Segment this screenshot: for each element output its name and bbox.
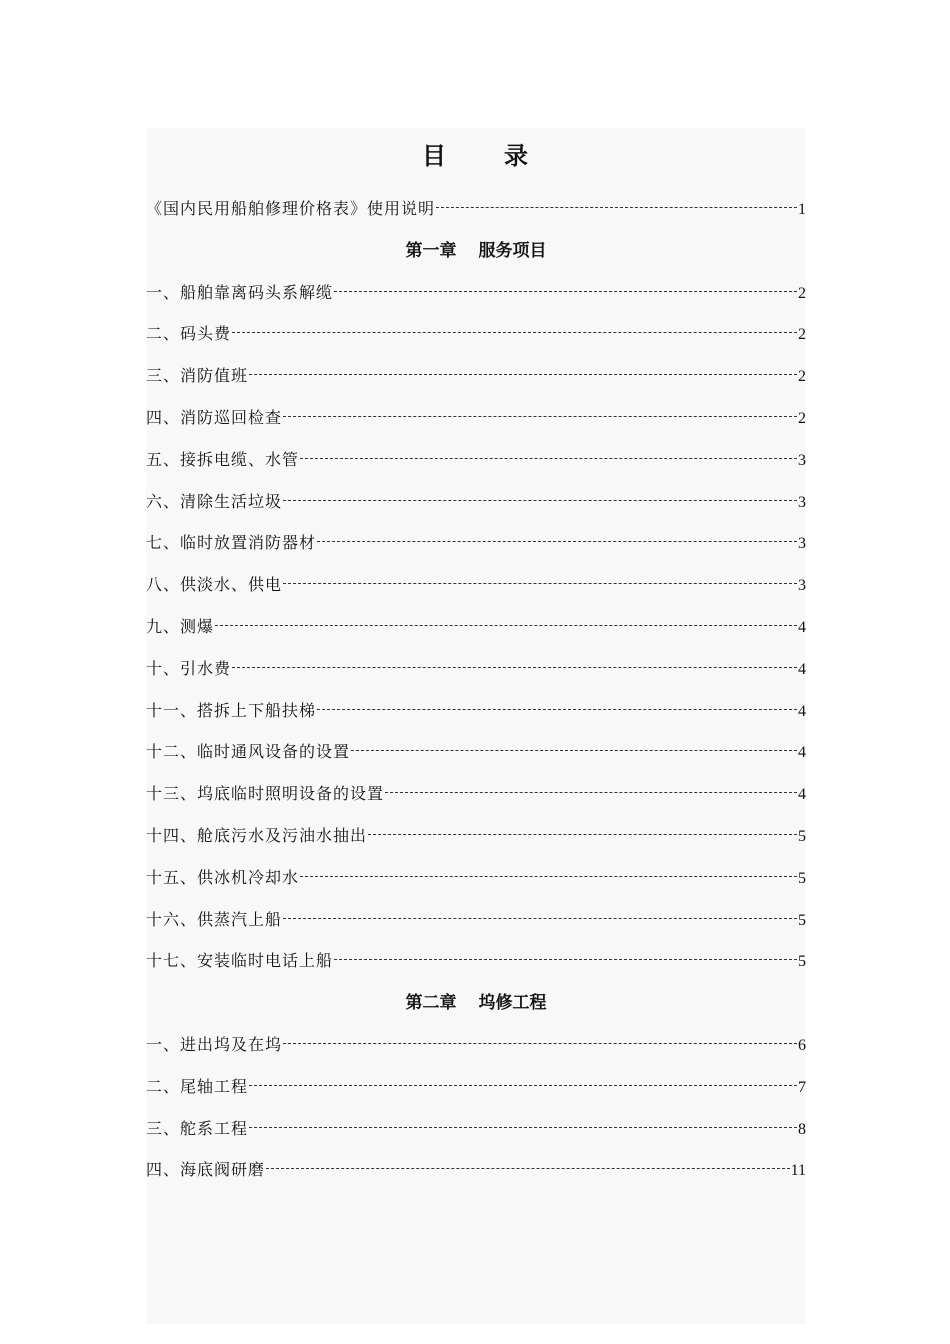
toc-entry-line — [146, 700, 806, 723]
dash-leader — [232, 332, 797, 333]
toc-chapter-heading — [146, 984, 806, 1026]
toc-entry-page-number: 8 — [798, 1120, 806, 1138]
toc-entry-page-number: 6 — [798, 1036, 806, 1054]
toc-entry — [146, 775, 806, 817]
toc-entry — [146, 315, 806, 357]
toc-entry-line — [146, 658, 806, 681]
toc-entry-page-number: 5 — [798, 911, 806, 929]
chapter-heading — [146, 992, 806, 1014]
dash-leader — [300, 876, 797, 877]
chapter-number: 第二章 — [405, 993, 457, 1014]
toc-entry-line — [146, 1159, 806, 1182]
toc-entry-label: 十一、搭拆上下船扶梯 — [146, 700, 317, 720]
toc-entry — [146, 1026, 806, 1068]
toc-entry-line — [146, 323, 806, 346]
toc-entry — [146, 357, 806, 399]
toc-entry-label: 五、接拆电缆、水管 — [146, 449, 300, 469]
toc-entry-label: 二、码头费 — [146, 324, 232, 344]
toc-entry-label: 十三、坞底临时照明设备的设置 — [146, 784, 385, 804]
toc-entry — [146, 608, 806, 650]
toc-title-left: 目 — [422, 141, 448, 170]
toc-entry-line — [146, 783, 806, 806]
toc-entry-line — [146, 491, 806, 514]
toc-entry-page-number: 5 — [798, 827, 806, 845]
dash-leader — [266, 1168, 790, 1169]
toc-entry-line — [146, 532, 806, 555]
toc-entry — [146, 692, 806, 734]
toc-entry — [146, 399, 806, 441]
toc-entry-page-number: 4 — [798, 618, 806, 636]
toc-entry — [146, 817, 806, 859]
dash-leader — [215, 625, 797, 626]
toc-entry-label: 十七、安装临时电话上船 — [146, 951, 334, 971]
toc-entry-page-number: 11 — [790, 1162, 806, 1180]
toc-chapter-heading — [146, 232, 806, 274]
toc-entry-page-number: 3 — [798, 451, 806, 469]
dash-leader — [283, 416, 797, 417]
toc-entry-line — [146, 1118, 806, 1141]
chapter-heading — [146, 240, 806, 262]
toc-entry-label: 一、进出坞及在坞 — [146, 1034, 283, 1054]
dash-leader — [317, 541, 797, 542]
dash-leader — [283, 1043, 797, 1044]
dash-leader — [249, 1085, 797, 1086]
toc-entry — [146, 566, 806, 608]
dash-leader — [232, 667, 797, 668]
dash-leader — [368, 834, 797, 835]
toc-entry-line — [146, 867, 806, 890]
toc-entry-label: 十二、临时通风设备的设置 — [146, 742, 351, 762]
toc-entry-label: 九、测爆 — [146, 616, 215, 636]
chapter-name: 服务项目 — [478, 240, 547, 261]
toc-entry — [146, 1151, 806, 1193]
toc-entry-page-number: 2 — [798, 284, 806, 302]
toc-entry-page-number: 3 — [798, 535, 806, 553]
toc-entry — [146, 483, 806, 525]
dash-leader — [249, 374, 797, 375]
toc-entry-page-number: 3 — [798, 493, 806, 511]
toc-entry-page-number: 4 — [798, 702, 806, 720]
toc-entry-line — [146, 282, 806, 305]
toc-entry-line — [146, 616, 806, 639]
toc-entry-page-number: 2 — [798, 326, 806, 344]
dash-leader — [283, 918, 797, 919]
toc-entry-page-number: 2 — [798, 368, 806, 386]
toc-entry-line — [146, 198, 806, 221]
toc-entry-line — [146, 1076, 806, 1099]
toc-entry-line — [146, 741, 806, 764]
toc-entry-line — [146, 407, 806, 430]
dash-leader — [249, 1127, 797, 1128]
toc-entry-page-number: 2 — [798, 409, 806, 427]
toc-entry-page-number: 1 — [798, 201, 806, 218]
toc-entry-page-number: 7 — [798, 1078, 806, 1096]
toc-entry-label: 四、海底阀研磨 — [146, 1160, 266, 1180]
toc-entry — [146, 650, 806, 692]
toc-title-right: 录 — [504, 141, 530, 170]
toc-entry-line — [146, 365, 806, 388]
toc-entry-label: 十五、供冰机冷却水 — [146, 867, 300, 887]
toc-entry — [146, 1068, 806, 1110]
toc-entry-page-number: 5 — [798, 953, 806, 971]
toc-entry-page-number: 5 — [798, 869, 806, 887]
toc-entry — [146, 524, 806, 566]
toc-entry-label: 《国内民用船舶修理价格表》使用说明 — [146, 199, 436, 218]
toc-entry-label: 四、消防巡回检查 — [146, 407, 283, 427]
table-of-contents — [146, 190, 806, 1193]
toc-entry — [146, 274, 806, 316]
toc-entry-label: 十四、舱底污水及污油水抽出 — [146, 825, 368, 845]
toc-entry — [146, 901, 806, 943]
toc-entry-label: 一、船舶靠离码头系解缆 — [146, 282, 334, 302]
toc-entry-page-number: 4 — [798, 660, 806, 678]
dash-leader — [334, 291, 797, 292]
dash-leader — [436, 207, 797, 208]
toc-entry-label: 三、舵系工程 — [146, 1118, 249, 1138]
toc-entry-label: 六、清除生活垃圾 — [146, 491, 283, 511]
toc-entry-line — [146, 825, 806, 848]
toc-entry-line — [146, 574, 806, 597]
toc-entry-page-number: 3 — [798, 577, 806, 595]
dash-leader — [283, 583, 797, 584]
dash-leader — [385, 792, 797, 793]
toc-entry — [146, 733, 806, 775]
toc-entry-page-number: 4 — [798, 786, 806, 804]
toc-entry-line — [146, 1034, 806, 1057]
toc-entry — [146, 441, 806, 483]
dash-leader — [283, 500, 797, 501]
toc-entry — [146, 859, 806, 901]
toc-entry-label: 十、引水费 — [146, 658, 232, 678]
toc-entry-label: 十六、供蒸汽上船 — [146, 909, 283, 929]
toc-entry — [146, 1110, 806, 1152]
toc-entry-label: 二、尾轴工程 — [146, 1076, 249, 1096]
toc-entry-line — [146, 449, 806, 472]
dash-leader — [317, 709, 797, 710]
dash-leader — [334, 959, 797, 960]
dash-leader — [300, 458, 797, 459]
dash-leader — [351, 750, 797, 751]
toc-entry-label: 七、临时放置消防器材 — [146, 533, 317, 553]
toc-title — [146, 136, 806, 171]
toc-entry — [146, 190, 806, 232]
toc-entry-line — [146, 909, 806, 932]
toc-entry — [146, 942, 806, 984]
chapter-number: 第一章 — [405, 240, 457, 261]
toc-entry-line — [146, 950, 806, 973]
chapter-name: 坞修工程 — [478, 993, 547, 1014]
toc-entry-label: 八、供淡水、供电 — [146, 575, 283, 595]
toc-entry-label: 三、消防值班 — [146, 366, 249, 386]
toc-entry-page-number: 4 — [798, 744, 806, 762]
